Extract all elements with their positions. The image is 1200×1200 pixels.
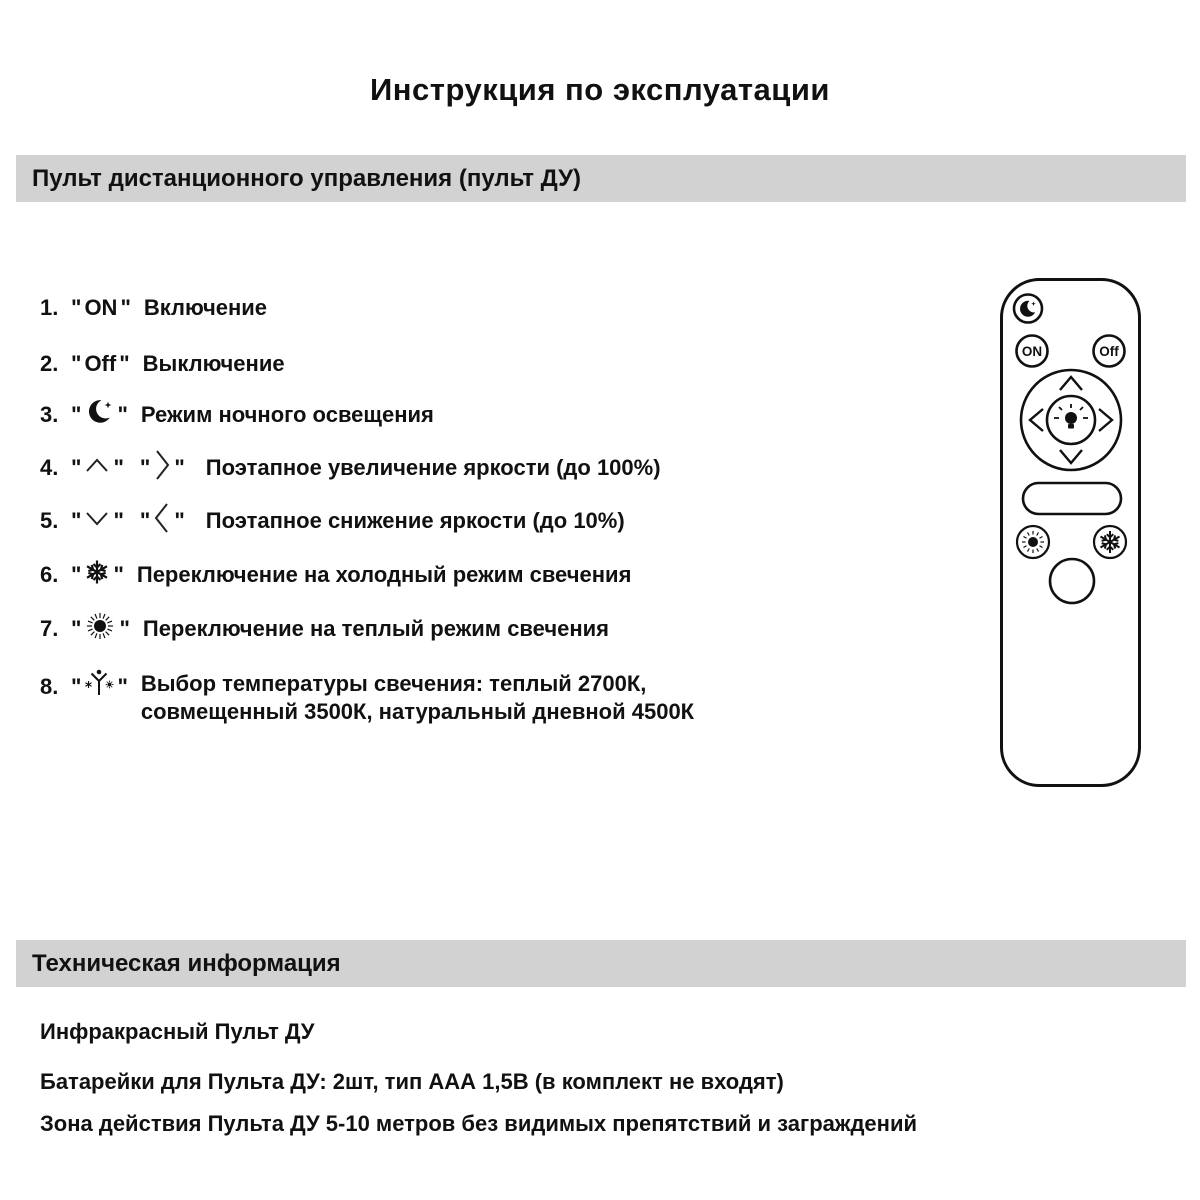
quote-mark: " [174,508,185,533]
quote-mark: " [71,508,82,533]
section-header-remote-label: Пульт дистанционного управления (пульт ДУ) [32,164,581,192]
instruction-item-4 [40,454,661,482]
moon-icon [84,397,114,433]
quote-mark: " [119,351,130,376]
item-number: 1. [40,295,59,320]
item-label: Поэтапное увеличение яркости (до 100%) [205,455,661,480]
page-title: Инструкция по эксплуатации [370,72,830,107]
item-number: 4. [40,455,59,480]
tech-line-batteries: Батарейки для Пульта ДУ: 2шт, тип ААА 1,5В (в комплект не входят) [40,1069,784,1094]
section-header-tech-label: Техническая информация [32,949,341,977]
quote-mark: " [119,616,130,641]
item-label: Включение [143,295,268,320]
svg-text:ON: ON [1021,344,1043,359]
item-label: Переключение на теплый режим свечения [142,616,610,641]
tech-line-range: Зона действия Пульта ДУ 5-10 метров без видимых препятствий и заграждений [40,1111,918,1136]
snowflake-icon [84,559,110,591]
quote-mark: " [71,402,82,427]
section-header-remote [16,155,1186,202]
quote-mark: " [174,455,185,480]
item-label-line2: совмещенный 3500К, натуральный дневной 4500К [140,699,695,724]
instruction-item-6 [40,561,631,589]
instruction-item-1 [40,294,267,322]
instruction-item-8 [40,670,694,726]
on-key-label: ON [84,295,118,320]
quote-mark: " [71,562,82,587]
svg-text:Off: Off [1099,344,1119,359]
tech-line-remote-type: Инфракрасный Пульт ДУ [40,1019,315,1044]
angle-right-icon [153,448,171,488]
quote-mark: " [139,508,151,533]
quote-mark: " [117,402,128,427]
instruction-item-2 [40,350,285,378]
angle-left-icon [153,501,171,541]
instruction-item-7 [40,615,609,643]
item-label: Переключение на холодный режим свечения [136,562,632,587]
item-number: 7. [40,616,59,641]
quote-mark: " [71,295,82,320]
quote-mark: " [113,508,124,533]
quote-mark: " [71,674,82,699]
item-label: Выключение [142,351,285,376]
item-label [141,670,694,726]
item-number: 5. [40,508,59,533]
quote-mark: " [71,616,82,641]
quote-mark: " [117,674,128,699]
instruction-item-3 [40,401,434,429]
quote-mark: " [71,351,82,376]
item-number: 3. [40,402,59,427]
quote-mark: " [120,295,131,320]
chevron-down-icon [84,508,110,534]
color-temperature-icon [84,668,114,706]
remote-illustration [1000,278,1141,792]
off-key-label: Off [84,351,117,376]
item-label-line1: Выбор температуры свечения: теплый 2700К, [140,671,647,696]
quote-mark: " [139,455,151,480]
item-label: Поэтапное снижение яркости (до 10%) [205,508,625,533]
quote-mark: " [71,455,82,480]
item-number: 8. [40,674,59,699]
item-number: 2. [40,351,59,376]
instruction-item-5 [40,507,625,535]
item-label: Режим ночного освещения [140,402,434,427]
section-header-tech [16,940,1186,987]
sun-icon [84,610,116,648]
item-number: 6. [40,562,59,587]
quote-mark: " [113,455,124,480]
chevron-up-icon [84,455,110,481]
quote-mark: " [113,562,124,587]
